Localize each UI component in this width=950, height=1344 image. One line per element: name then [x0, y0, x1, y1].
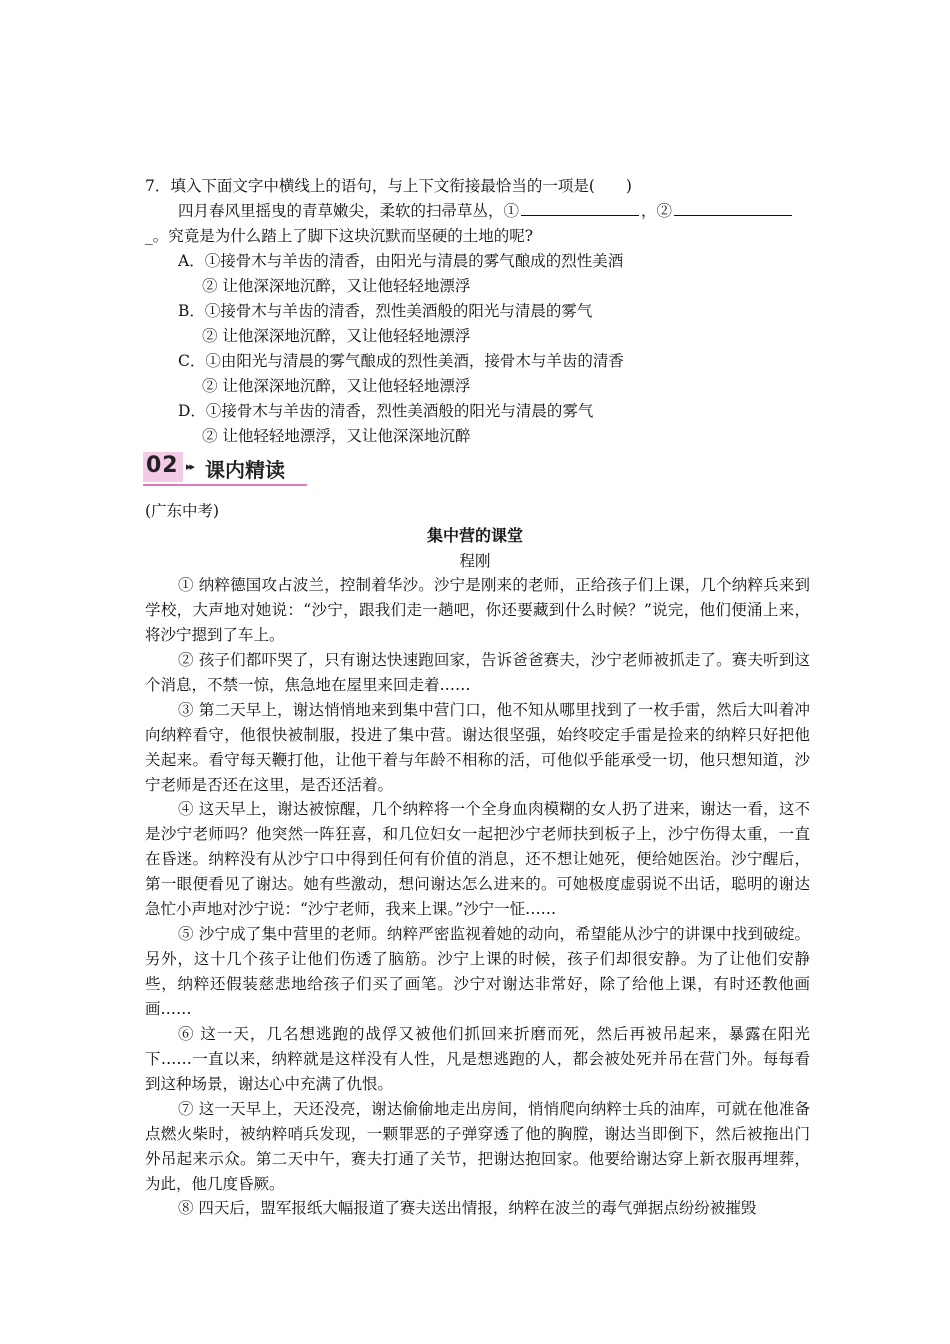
section-number: 02	[146, 453, 179, 478]
double-arrow-icon: ▸▸	[186, 460, 194, 473]
article-paragraph-4: ④ 这天早上，谢达被惊醒，几个纳粹将一个全身血肉模糊的女人扔了进来，谢达一看，这不是沙宁老师吗？他突然一阵狂喜，和几位妇女一起把沙宁老师扶到板子上，沙宁伤得太重，一直在昏迷。纳粹没有从沙宁口中得到任何有价值的消息，还不想让她死，便给她医治。沙宁醒后，第一眼便看见了谢达。她有些激动，想问谢达怎么进来的。可她极度虚弱说不出话，聪明的谢达急忙小声地对沙宁说：“沙宁老师，我来上课。”沙宁一怔……	[145, 800, 810, 918]
option-a-line2: ② 让他深深地沉醉，又让他轻轻地漂浮	[202, 277, 471, 295]
option-c-line2: ② 让他深深地沉醉，又让他轻轻地漂浮	[202, 377, 471, 395]
article-paragraph-1: ① 纳粹德国攻占波兰，控制着华沙。沙宁是刚来的老师，正给孩子们上课，几个纳粹兵来到学校，大声地对她说：“沙宁，跟我们走一趟吧，你还要藏到什么时候？”说完，他们便涌上来，将沙宁摁到了车上。	[145, 576, 810, 644]
passage-mid-text: ，②	[641, 202, 673, 220]
option-c-line1: C．①由阳光与清晨的雾气酿成的烈性美酒，接骨木与羊齿的清香	[178, 352, 624, 370]
question-passage-line2: _。究竟是为什么踏上了脚下这块沉默而坚硬的土地的呢?	[145, 227, 534, 245]
article-source: (广东中考)	[145, 502, 220, 520]
article-paragraph-2: ② 孩子们都吓哭了，只有谢达快速跑回家，告诉爸爸赛夫，沙宁老师被抓走了。赛夫听到这个消息，不禁一惊，焦急地在屋里来回走着……	[145, 651, 810, 694]
option-d-line2: ② 让他轻轻地漂浮，又让他深深地沉醉	[202, 427, 471, 445]
question-heading: 7．填入下面文字中横线上的语句，与上下文衔接最恰当的一项是( )	[145, 177, 632, 195]
section-underline	[143, 484, 307, 486]
answer-blank-1[interactable]	[521, 201, 639, 216]
option-d-line1: D．①接骨木与羊齿的清香，烈性美酒般的阳光与清晨的雾气	[178, 402, 594, 420]
article-paragraph-7: ⑦ 这一天早上，天还没亮，谢达偷偷地走出房间，悄悄爬向纳粹士兵的油库，可就在他准备点燃火柴时，被纳粹哨兵发现，一颗罪恶的子弹穿透了他的胸膛，谢达当即倒下，然后被拖出门外吊起来示众。第二天中午，赛夫打通了关节，把谢达抱回家。他要给谢达穿上新衣服再埋葬，为此，他几度昏厥。	[145, 1100, 810, 1193]
option-b-line2: ② 让他深深地沉醉，又让他轻轻地漂浮	[202, 327, 471, 345]
section-title: 课内精读	[205, 458, 285, 482]
option-a-line1: A．①接骨木与羊齿的清香，由阳光与清晨的雾气酿成的烈性美酒	[178, 252, 624, 270]
option-b-line1: B．①接骨木与羊齿的清香，烈性美酒般的阳光与清晨的雾气	[178, 302, 593, 320]
question-passage-line1	[178, 200, 794, 222]
article-paragraph-6: ⑥ 这一天，几名想逃跑的战俘又被他们抓回来折磨而死，然后再被吊起来，暴露在阳光下……一直以来，纳粹就是这样没有人性，凡是想逃跑的人，都会被处死并吊在营门外。每每看到这种场景，谢达心中充满了仇恨。	[145, 1025, 810, 1093]
answer-blank-2[interactable]	[674, 201, 792, 216]
article-paragraph-8: ⑧ 四天后，盟军报纸大幅报道了赛夫送出情报，纳粹在波兰的毒气弹据点纷纷被摧毁	[178, 1199, 757, 1217]
article-paragraph-3: ③ 第二天早上，谢达悄悄地来到集中营门口，他不知从哪里找到了一枚手雷，然后大叫着冲向纳粹看守，他很快被制服，投进了集中营。谢达很坚强，始终咬定手雷是捡来的纳粹只好把他关起来。看守每天鞭打他，让他干着与年龄不相称的活，可他似乎能承受一切，他只想知道，沙宁老师是否还在这里，是否还活着。	[145, 701, 810, 794]
article-title: 集中营的课堂	[426, 526, 523, 545]
section-banner	[143, 452, 307, 486]
passage-start-text: 四月春风里摇曳的青草嫩尖，柔软的扫帚草丛，①	[178, 202, 520, 220]
article-author: 程刚	[459, 552, 491, 570]
article-paragraph-5: ⑤ 沙宁成了集中营里的老师。纳粹严密监视着她的动向，希望能从沙宁的讲课中找到破绽。另外，这十几个孩子让他们伤透了脑筋。沙宁上课的时候，孩子们却很安静。为了让他们安静些，纳粹还假装慈悲地给孩子们买了画笔。沙宁对谢达非常好，除了给他上课，有时还教他画画……	[145, 925, 810, 1018]
